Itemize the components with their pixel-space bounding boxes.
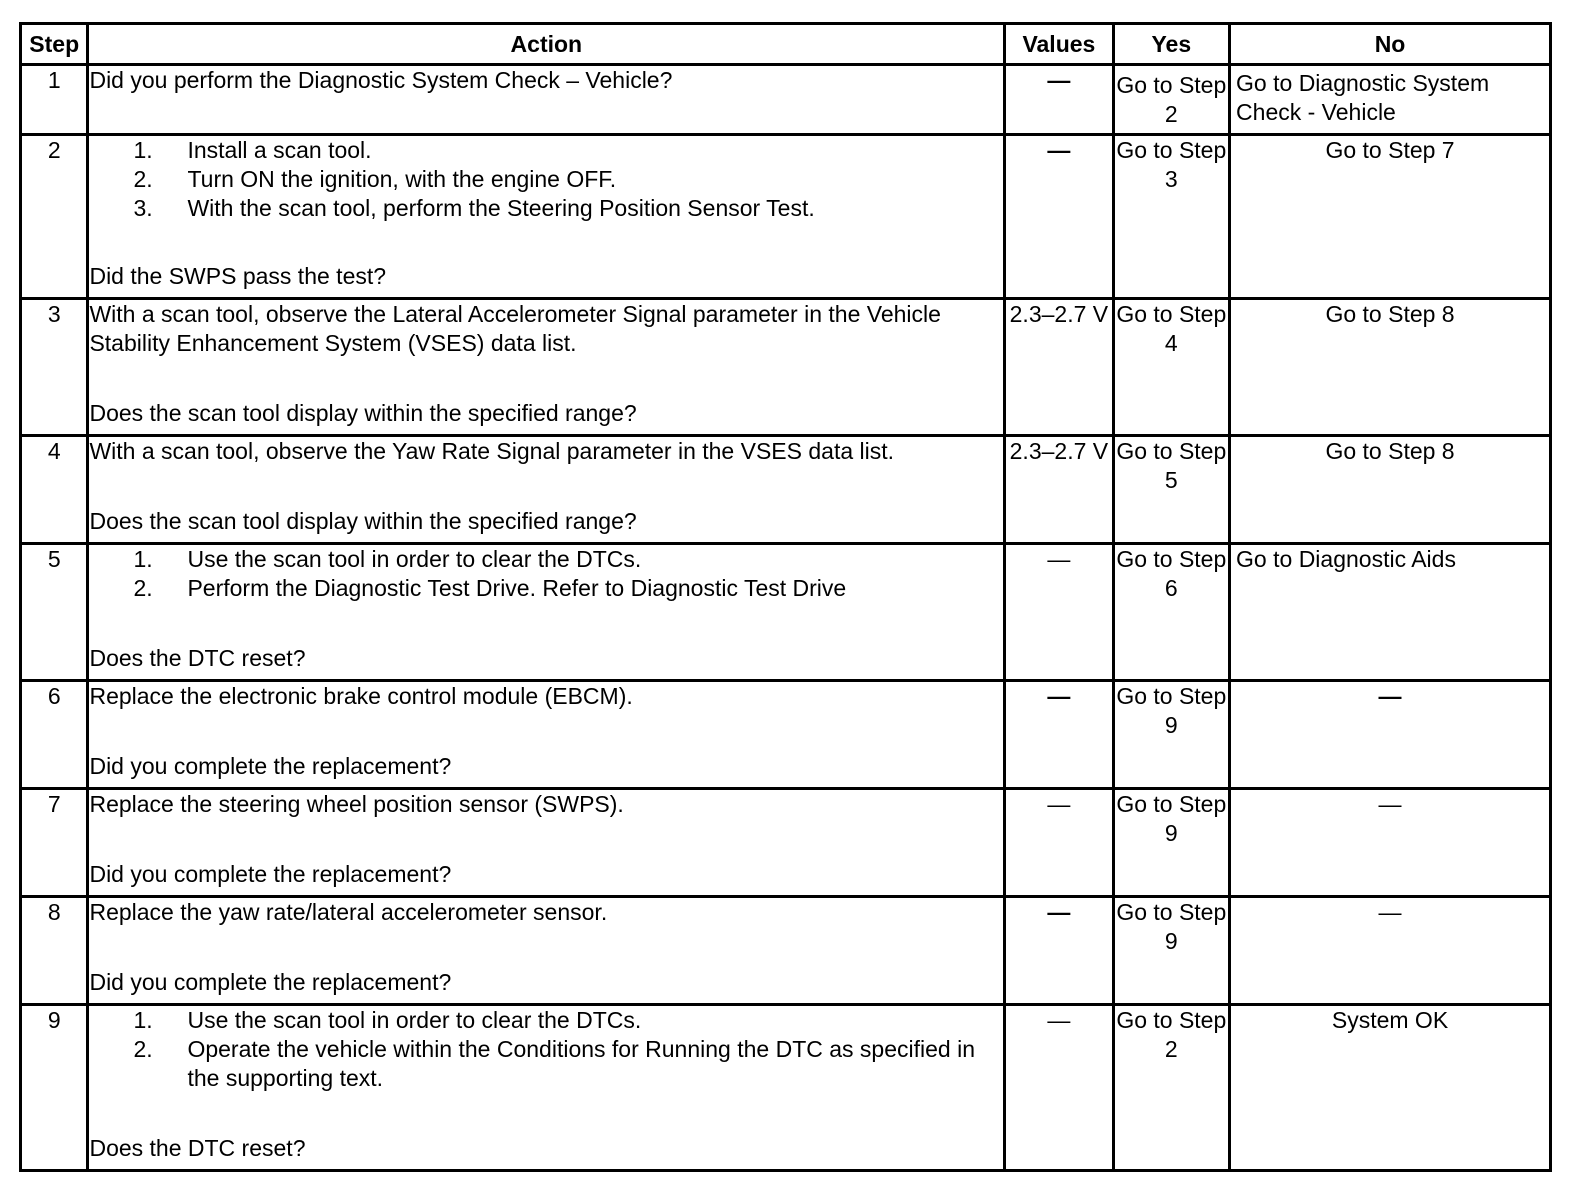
yes-cell: Go to Step 5 <box>1113 436 1230 544</box>
table-row <box>21 436 1551 544</box>
list-item: 2. Operate the vehicle within the Conditions for Running the DTC as specified in the supporting text. <box>133 1036 975 1091</box>
action-text: Did you perform the Diagnostic System Check – Vehicle? <box>89 67 673 93</box>
action-question: Does the scan tool display within the specified range? <box>89 400 637 426</box>
step-number: 1 <box>21 65 88 135</box>
action-question: Does the DTC reset? <box>89 1135 306 1161</box>
values-cell: — <box>1005 681 1113 789</box>
action-text: Replace the steering wheel position sensor (SWPS). <box>89 791 624 817</box>
step-number: 7 <box>21 789 88 897</box>
action-cell <box>88 544 1005 681</box>
action-question: Does the DTC reset? <box>89 645 306 671</box>
action-text: With a scan tool, observe the Yaw Rate Signal parameter in the VSES data list. <box>89 438 895 464</box>
no-cell: Go to Step 8 <box>1230 299 1551 436</box>
diagnostic-table <box>19 22 1552 1172</box>
no-cell: Go to Diagnostic Aids <box>1230 544 1551 681</box>
header-no: No <box>1230 24 1551 65</box>
list-item: 1. Use the scan tool in order to clear the DTCs. <box>133 1007 642 1033</box>
header-yes: Yes <box>1113 24 1230 65</box>
action-steps-list <box>89 1006 1003 1093</box>
action-cell <box>88 436 1005 544</box>
step-number: 4 <box>21 436 88 544</box>
action-cell <box>88 135 1005 299</box>
table-row <box>21 789 1551 897</box>
list-item: 2. Perform the Diagnostic Test Drive. Refer to Diagnostic Test Drive <box>133 575 847 601</box>
action-steps-list <box>89 136 1003 223</box>
action-cell <box>88 789 1005 897</box>
values-cell: — <box>1005 1005 1113 1171</box>
yes-cell: Go to Step 9 <box>1113 897 1230 1005</box>
action-question: Did the SWPS pass the test? <box>89 263 387 289</box>
yes-cell: Go to Step 2 <box>1113 65 1230 135</box>
action-question: Did you complete the replacement? <box>89 861 452 887</box>
table-row <box>21 681 1551 789</box>
yes-cell: Go to Step 3 <box>1113 135 1230 299</box>
yes-cell: Go to Step 9 <box>1113 789 1230 897</box>
action-text: Replace the yaw rate/lateral accelerometer sensor. <box>89 899 608 925</box>
action-question: Did you complete the replacement? <box>89 969 452 995</box>
table-row <box>21 299 1551 436</box>
no-cell: — <box>1230 681 1551 789</box>
no-cell: Go to Step 7 <box>1230 135 1551 299</box>
action-steps-list <box>89 545 1003 603</box>
action-cell <box>88 65 1005 135</box>
values-cell: — <box>1005 544 1113 681</box>
list-item: 3. With the scan tool, perform the Steering Position Sensor Test. <box>133 195 815 221</box>
step-number: 3 <box>21 299 88 436</box>
step-number: 2 <box>21 135 88 299</box>
step-number: 9 <box>21 1005 88 1171</box>
step-number: 8 <box>21 897 88 1005</box>
table-header-row <box>21 24 1551 65</box>
action-cell <box>88 681 1005 789</box>
action-cell <box>88 1005 1005 1171</box>
table-row <box>21 65 1551 135</box>
values-cell: 2.3–2.7 V <box>1005 299 1113 436</box>
action-question: Did you complete the replacement? <box>89 753 452 779</box>
action-question: Does the scan tool display within the specified range? <box>89 508 637 534</box>
values-cell: — <box>1005 897 1113 1005</box>
yes-cell: Go to Step 2 <box>1113 1005 1230 1171</box>
action-text: Replace the electronic brake control module (EBCM). <box>89 683 633 709</box>
values-cell: — <box>1005 65 1113 135</box>
action-cell <box>88 897 1005 1005</box>
no-cell: — <box>1230 789 1551 897</box>
values-cell: 2.3–2.7 V <box>1005 436 1113 544</box>
yes-cell: Go to Step 6 <box>1113 544 1230 681</box>
header-step: Step <box>21 24 88 65</box>
action-cell <box>88 299 1005 436</box>
step-number: 6 <box>21 681 88 789</box>
step-number: 5 <box>21 544 88 681</box>
list-item: 2. Turn ON the ignition, with the engine OFF. <box>133 166 617 192</box>
no-cell: Go to Diagnostic System Check - Vehicle <box>1230 65 1551 135</box>
table-row <box>21 897 1551 1005</box>
values-cell: — <box>1005 789 1113 897</box>
yes-cell: Go to Step 4 <box>1113 299 1230 436</box>
no-cell: System OK <box>1230 1005 1551 1171</box>
yes-cell: Go to Step 9 <box>1113 681 1230 789</box>
list-item: 1. Use the scan tool in order to clear the DTCs. <box>133 546 642 572</box>
header-values: Values <box>1005 24 1113 65</box>
values-cell: — <box>1005 135 1113 299</box>
no-cell: — <box>1230 897 1551 1005</box>
table-row <box>21 1005 1551 1171</box>
table-row <box>21 544 1551 681</box>
no-cell: Go to Step 8 <box>1230 436 1551 544</box>
list-item: 1. Install a scan tool. <box>133 137 372 163</box>
table-row <box>21 135 1551 299</box>
action-text: With a scan tool, observe the Lateral Accelerometer Signal parameter in the Vehicle Stability Enhancement System (VSES) data list. <box>89 301 941 356</box>
header-action: Action <box>88 24 1005 65</box>
